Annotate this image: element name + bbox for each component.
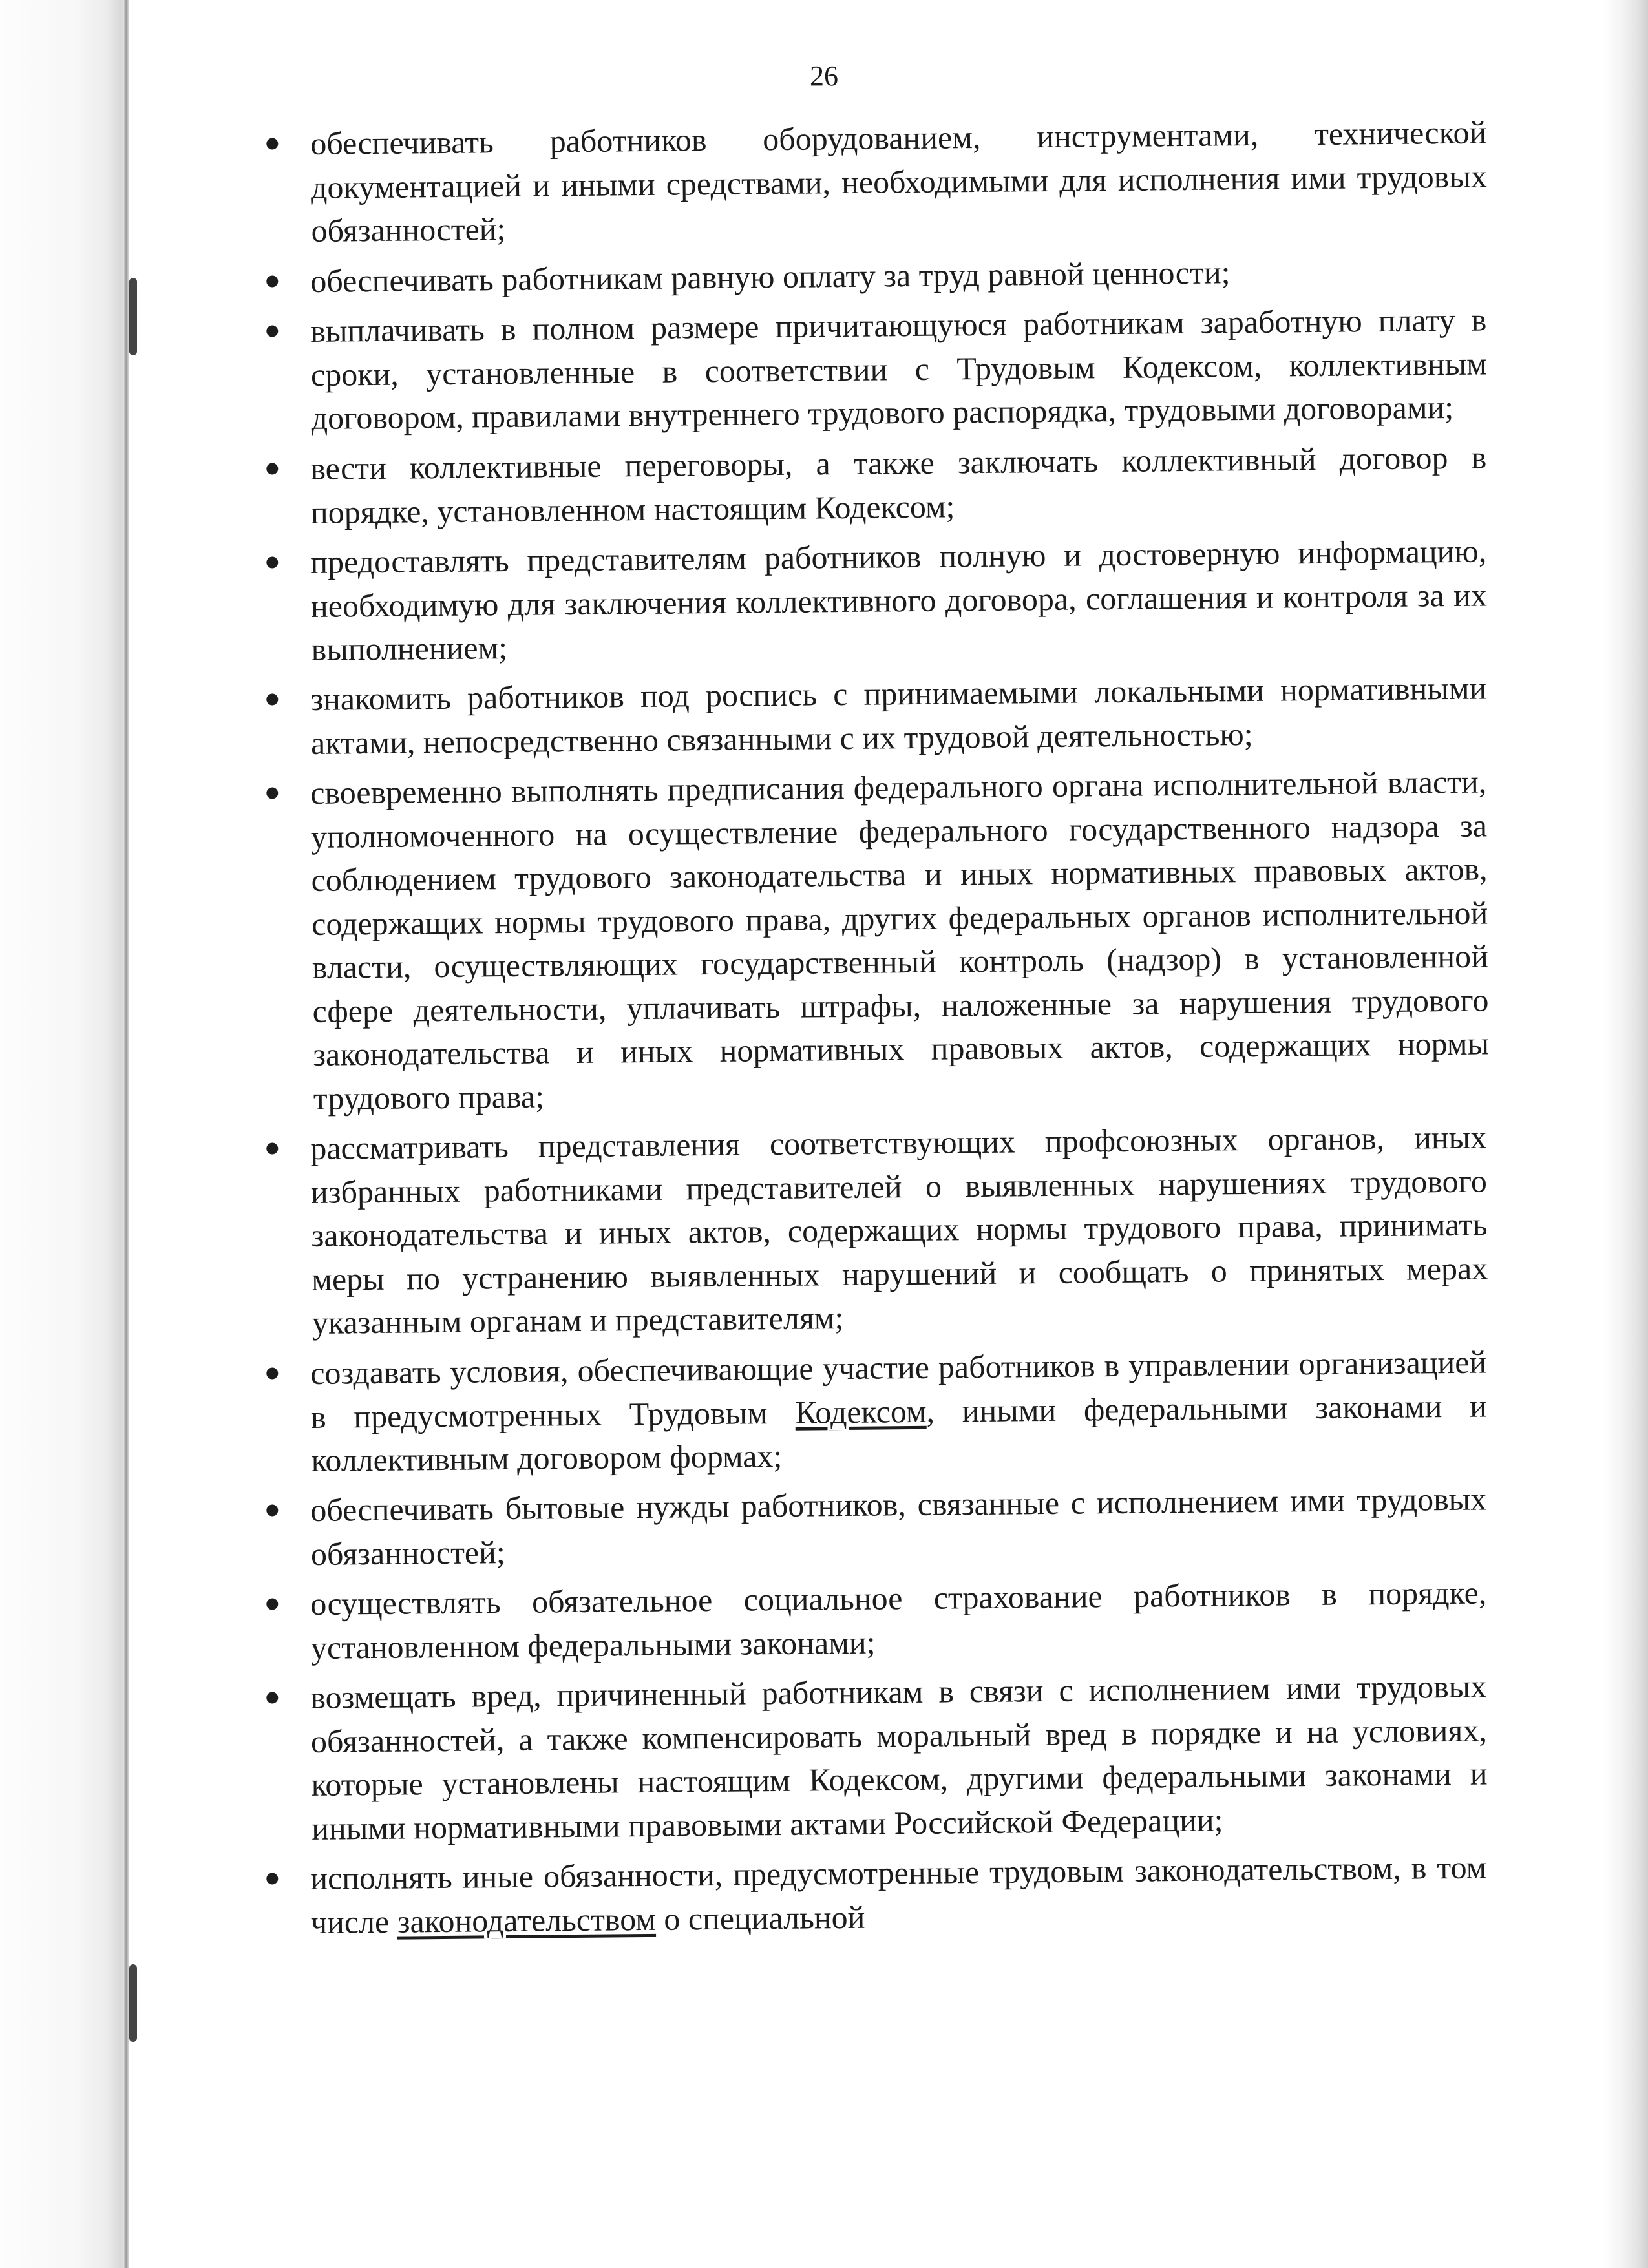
bullet-icon bbox=[266, 463, 278, 474]
bullet-icon bbox=[266, 325, 278, 337]
item-text: обеспечивать бытовые нужды работников, связанные с исполнением ими трудовых обязанностей; bbox=[310, 1480, 1487, 1572]
item-text: знакомить работников под роспись с принимаемыми локальными нормативными актами, непосредственно связанными с их трудовой деятельностью; bbox=[310, 669, 1487, 761]
bullet-icon bbox=[266, 275, 278, 287]
codex-link[interactable]: Кодексом bbox=[795, 1392, 927, 1430]
binding-edge bbox=[124, 0, 129, 2268]
scan-right-edge bbox=[1603, 0, 1648, 2268]
item-text-after: о специальной bbox=[655, 1898, 865, 1937]
bullet-icon bbox=[266, 1873, 278, 1884]
item-text: обеспечивать работникам равную оплату за труд равной ценности; bbox=[310, 253, 1231, 299]
employer-duties-list bbox=[239, 114, 1490, 1945]
list-item bbox=[239, 248, 1487, 304]
bullet-icon bbox=[266, 1504, 278, 1516]
item-text-after: , иными федеральными законами и коллективным договором формах; bbox=[311, 1387, 1488, 1478]
punch-mark bbox=[129, 278, 137, 355]
item-text: обеспечивать работников оборудованием, инструментами, технической документацией и иными средствами, необходимыми для исполнения ими трудовых обязанностей; bbox=[310, 114, 1488, 249]
bullet-icon bbox=[266, 1598, 278, 1610]
list-item bbox=[239, 1664, 1488, 1851]
item-text: предоставлять представителям работников полную и достоверную информацию, необходимую для заключения коллективного договора, соглашения и контроля за их выполнением; bbox=[310, 532, 1488, 667]
bullet-icon bbox=[266, 1692, 278, 1703]
item-text: возмещать вред, причиненный работникам в связи с исполнением ими трудовых обязанностей, а также компенсировать моральный вред в порядке и на условиях, которые установлены настоящим Кодексом, другими федеральными законами и иными нормативными правовыми актами Российской Федерации; bbox=[310, 1668, 1488, 1847]
list-item bbox=[239, 110, 1488, 253]
punch-mark bbox=[129, 1964, 137, 2042]
document-body bbox=[239, 114, 1490, 1951]
scan-left-margin bbox=[0, 0, 129, 2268]
bullet-icon bbox=[266, 1367, 278, 1379]
item-text-before: исполнять иные обязанности, предусмотренные трудовым законодательством, в том числе bbox=[310, 1849, 1487, 1940]
list-item bbox=[239, 1477, 1487, 1577]
list-item bbox=[239, 1571, 1487, 1670]
item-text: рассматривать представления соответствующих профсоюзных органов, иных избранных работниками представителей о выявленных нарушениях трудового законодательства и иных актов, содержащих нормы трудового права, принимать меры по устранению выявленных нарушений и сообщать о принятых мерах указанным органам и представителям; bbox=[310, 1118, 1488, 1341]
page-number: 26 bbox=[810, 60, 838, 92]
list-item bbox=[239, 1340, 1488, 1483]
item-text-before: создавать условия, обеспечивающие участие работников в управлении организацией в предусмотренных Трудовым bbox=[310, 1343, 1487, 1434]
legislation-link[interactable]: законодательством bbox=[397, 1900, 657, 1940]
list-item bbox=[239, 529, 1488, 672]
item-text: вести коллективные переговоры, а также заключать коллективный договор в порядке, установленном настоящим Кодексом; bbox=[310, 438, 1487, 530]
bullet-icon bbox=[266, 138, 278, 149]
list-item bbox=[239, 436, 1487, 535]
list-item bbox=[239, 298, 1488, 441]
list-item bbox=[239, 666, 1487, 766]
item-text: осуществлять обязательное социальное страхование работников в порядке, установленном федеральными законами; bbox=[310, 1574, 1487, 1666]
list-item bbox=[239, 1115, 1488, 1345]
list-item bbox=[239, 1845, 1487, 1945]
list-item bbox=[239, 760, 1490, 1121]
item-text: своевременно выполнять предписания федерального органа исполнительной власти, уполномоченного на осуществление федерального государственного надзора за соблюдением трудового законодательства и иных нормативных правовых актов, содержащих нормы трудового права, других федеральных органов исполнительной власти, осуществляющих государственный контроль (надзор) в установленной сфере деятельности, уплачивать штрафы, наложенные за нарушения трудового законодательства и иных нормативных правовых актов, содержащих нормы трудового права; bbox=[310, 763, 1490, 1117]
bullet-icon bbox=[266, 556, 278, 568]
bullet-icon bbox=[266, 1142, 278, 1154]
bullet-icon bbox=[266, 787, 278, 799]
bullet-icon bbox=[266, 693, 278, 705]
item-text: выплачивать в полном размере причитающуюся работникам заработную плату в сроки, установленные в соответствии с Трудовым Кодексом, коллективным договором, правилами внутреннего трудового распорядка, трудовыми договорами; bbox=[310, 301, 1488, 436]
